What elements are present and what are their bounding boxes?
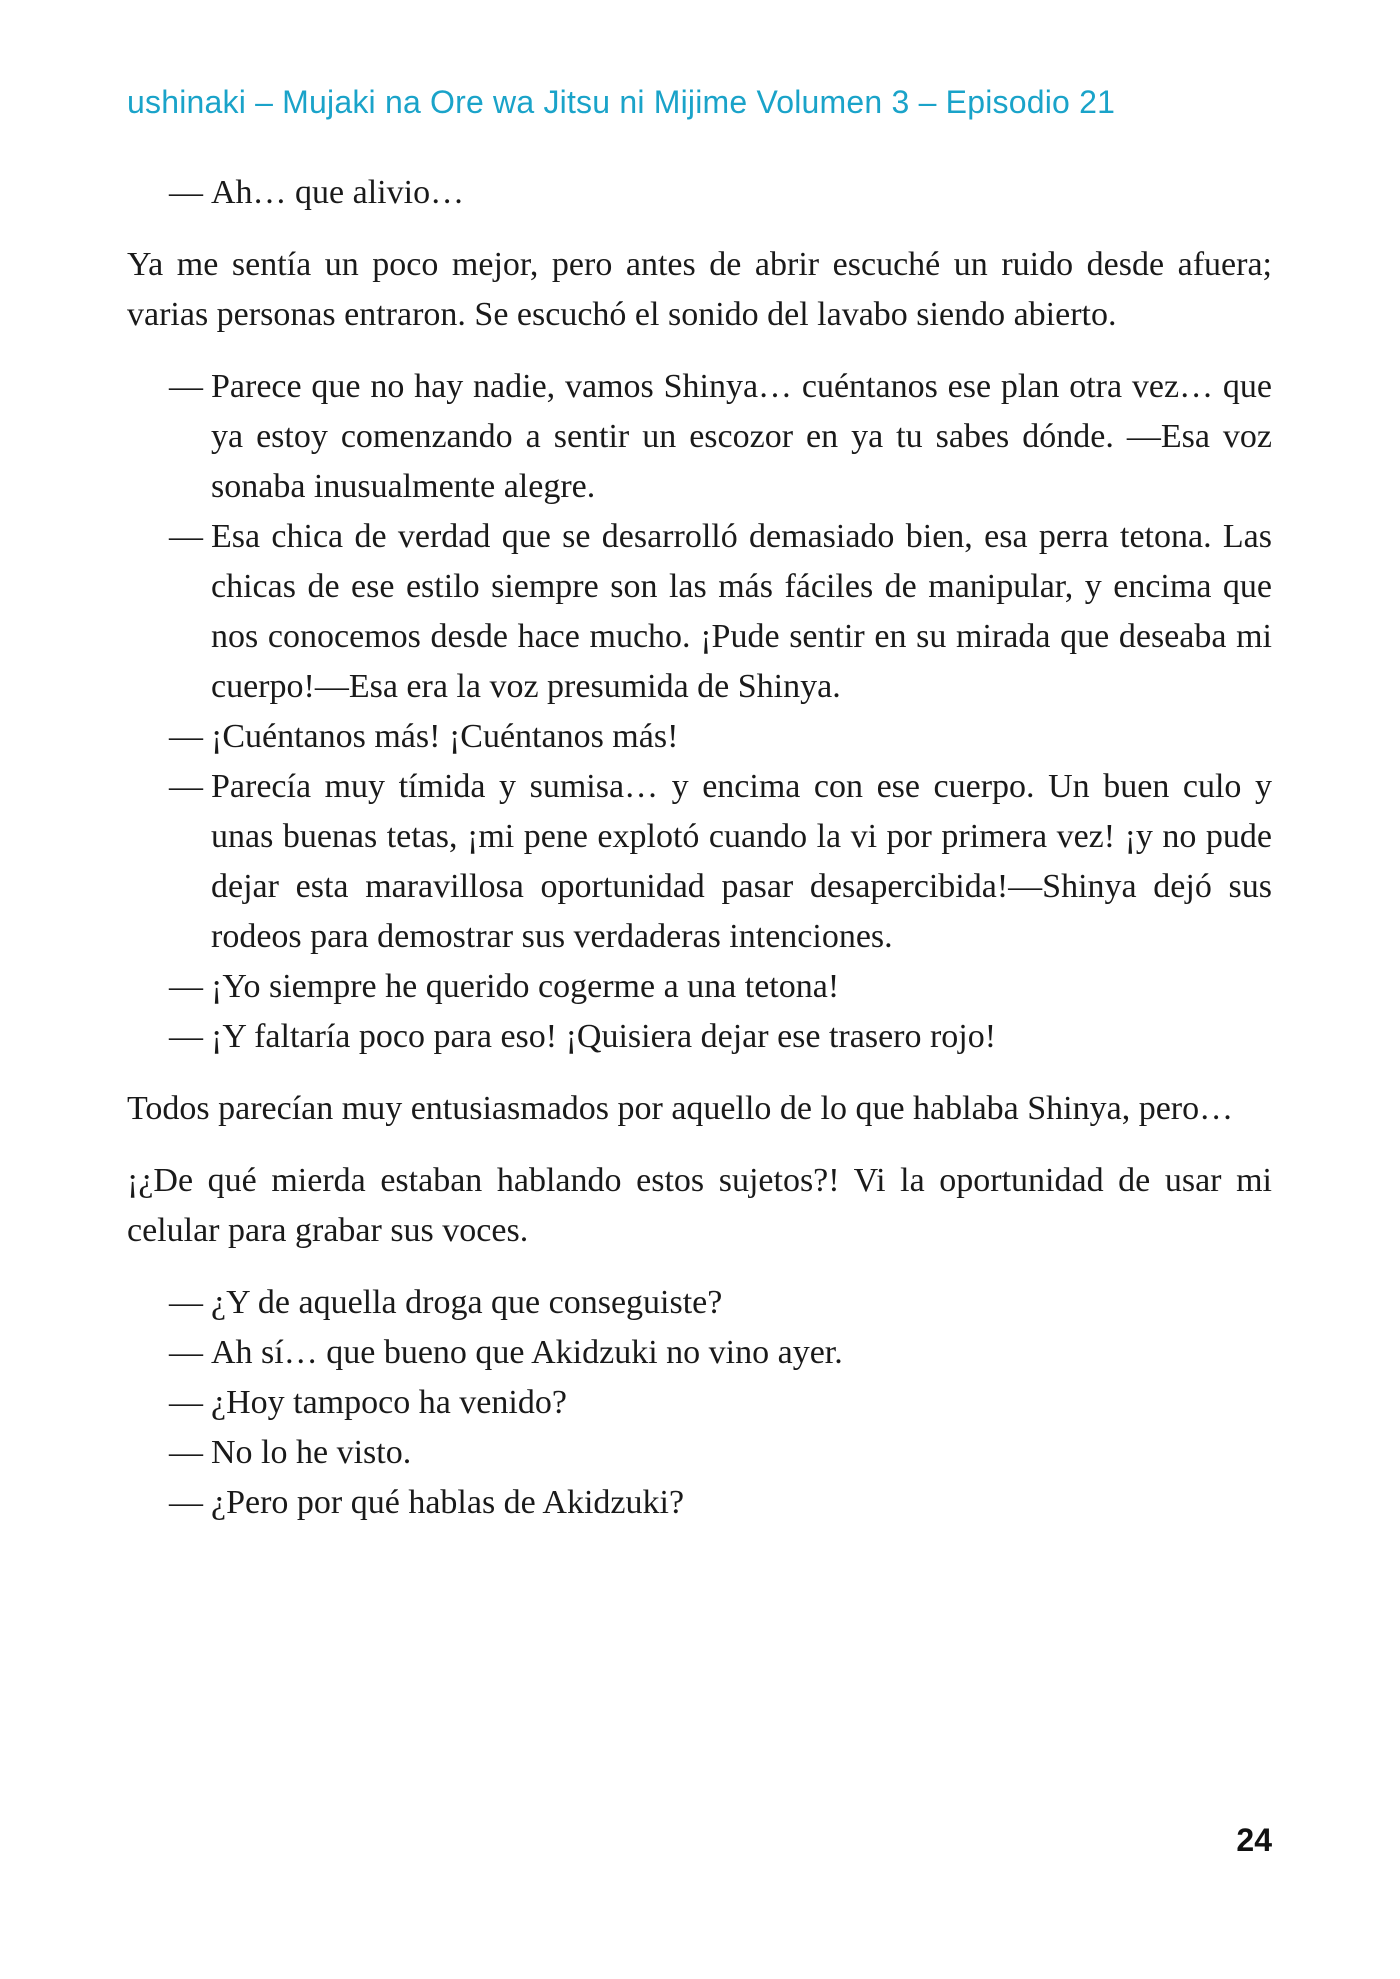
dialogue-block-3 [127, 1278, 1272, 1528]
dialogue-text: Esa chica de verdad que se desarrolló demasiado bien, esa perra tetona. Las chicas de ese estilo siempre son las más fáciles de manipular, y encima que nos conocemos desde hace mucho. ¡Pude sentir en su mirada que deseaba mi cuerpo!—Esa era la voz presumida de Shinya. [211, 518, 1272, 705]
dialogue-line [127, 168, 1272, 218]
dialogue-text: Ah… que alivio… [211, 174, 465, 211]
dialogue-dash: — [169, 1018, 203, 1055]
dialogue-block-1 [127, 168, 1272, 218]
page-body [127, 168, 1272, 1550]
dialogue-dash: — [169, 1334, 203, 1371]
dialogue-line [127, 1278, 1272, 1328]
dialogue-text: Parece que no hay nadie, vamos Shinya… cuéntanos ese plan otra vez… que ya estoy comenzando a sentir un escozor en ya tu sabes dónde. —Esa voz sonaba inusualmente alegre. [211, 368, 1272, 505]
dialogue-line [127, 512, 1272, 712]
dialogue-text: ¿Y de aquella droga que conseguiste? [211, 1284, 723, 1321]
dialogue-text: ¡Yo siempre he querido cogerme a una tetona! [211, 968, 840, 1005]
narration-paragraph: Todos parecían muy entusiasmados por aquello de lo que hablaba Shinya, pero… [127, 1090, 1234, 1127]
dialogue-line [127, 1428, 1272, 1478]
dialogue-text: ¡Y faltaría poco para eso! ¡Quisiera dejar ese trasero rojo! [211, 1018, 997, 1055]
dialogue-line [127, 762, 1272, 962]
dialogue-block-2 [127, 362, 1272, 1062]
dialogue-text: Parecía muy tímida y sumisa… y encima con ese cuerpo. Un buen culo y unas buenas tetas, ¡mi pene explotó cuando la vi por primera vez! ¡y no pude dejar esta maravillosa oportunidad pasar desapercibida!—Shinya dejó sus rodeos para demostrar sus verdaderas intenciones. [211, 768, 1272, 955]
dialogue-dash: — [169, 968, 203, 1005]
dialogue-line [127, 1328, 1272, 1378]
dialogue-line [127, 1378, 1272, 1428]
dialogue-line [127, 362, 1272, 512]
dialogue-dash: — [169, 1434, 203, 1471]
dialogue-text: Ah sí… que bueno que Akidzuki no vino ayer. [211, 1334, 843, 1371]
dialogue-line [127, 962, 1272, 1012]
dialogue-text: ¿Pero por qué hablas de Akidzuki? [211, 1484, 685, 1521]
dialogue-line [127, 712, 1272, 762]
dialogue-line [127, 1478, 1272, 1528]
dialogue-dash: — [169, 518, 203, 555]
dialogue-dash: — [169, 174, 203, 211]
dialogue-dash: — [169, 1284, 203, 1321]
dialogue-text: ¡Cuéntanos más! ¡Cuéntanos más! [211, 718, 679, 755]
dialogue-dash: — [169, 718, 203, 755]
running-header: ushinaki – Mujaki na Ore wa Jitsu ni Mijime Volumen 3 – Episodio 21 [127, 84, 1116, 120]
dialogue-dash: — [169, 1384, 203, 1421]
narration-paragraph: Ya me sentía un poco mejor, pero antes de abrir escuché un ruido desde afuera; varias personas entraron. Se escuchó el sonido del lavabo siendo abierto. [127, 246, 1272, 333]
dialogue-dash: — [169, 1484, 203, 1521]
dialogue-dash: — [169, 768, 203, 805]
page-number: 24 [1236, 1822, 1272, 1858]
dialogue-text: ¿Hoy tampoco ha venido? [211, 1384, 567, 1421]
dialogue-dash: — [169, 368, 203, 405]
dialogue-line [127, 1012, 1272, 1062]
dialogue-text: No lo he visto. [211, 1434, 412, 1471]
narration-paragraph: ¡¿De qué mierda estaban hablando estos sujetos?! Vi la oportunidad de usar mi celular para grabar sus voces. [127, 1162, 1272, 1249]
